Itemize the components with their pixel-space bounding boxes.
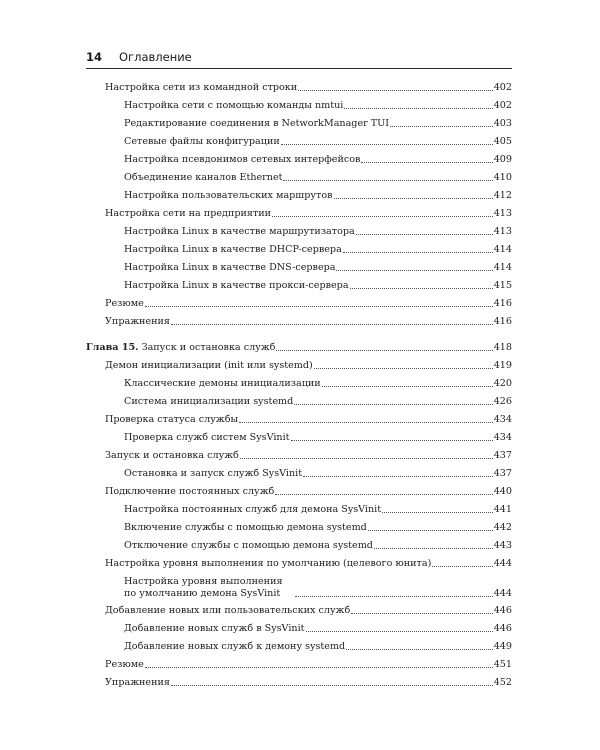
toc-entry: Объединение каналов Ethernet 410 [124, 172, 512, 183]
toc-entry: Отключение службы с помощью демона systemd 443 [124, 540, 512, 551]
toc-chapter-entry: Глава 15. Запуск и остановка служб 418 [86, 342, 512, 353]
running-title: Оглавление [119, 50, 192, 64]
toc-entry: Настройка сети с помощью команды nmtui 402 [124, 100, 512, 111]
toc-entry: Упражнения 416 [105, 316, 512, 327]
toc-entry: Демон инициализации (init или systemd) 419 [105, 360, 512, 371]
toc-entry: Настройка сети на предприятии 413 [105, 208, 512, 219]
toc-entry: Настройка Linux в качестве прокси-сервера 415 [124, 280, 512, 291]
toc-entry: Упражнения 452 [105, 677, 512, 688]
toc-entry: Резюме 416 [105, 298, 512, 309]
toc-entry: Проверка служб систем SysVinit 434 [124, 432, 512, 443]
toc-entry: Настройка Linux в качестве DHCP-сервера 414 [124, 244, 512, 255]
toc-entry: Классические демоны инициализации 420 [124, 378, 512, 389]
toc-entry: Сетевые файлы конфигурации 405 [124, 136, 512, 147]
toc-entry: Настройка пользовательских маршрутов 412 [124, 190, 512, 201]
toc-entry: Добавление новых служб в SysVinit 446 [124, 623, 512, 634]
toc-entry: Резюме 451 [105, 659, 512, 670]
toc-entry: Включение службы с помощью демона systemd 442 [124, 522, 512, 533]
header-rule [86, 68, 512, 69]
toc-entry: Настройка Linux в качестве маршрутизатора 413 [124, 226, 512, 237]
toc-entry: Настройка уровня выполнения по умолчанию демона SysVinit 444 [124, 576, 512, 599]
toc-entry: Настройка постоянных служб для демона SysVinit 441 [124, 504, 512, 515]
toc-entry: Настройка уровня выполнения по умолчанию (целевого юнита) 444 [105, 558, 512, 569]
toc-entry: Остановка и запуск служб SysVinit 437 [124, 468, 512, 479]
toc-entry: Система инициализации systemd 426 [124, 396, 512, 407]
toc-entry: Добавление новых служб к демону systemd 449 [124, 641, 512, 652]
toc-entry: Проверка статуса службы 434 [105, 414, 512, 425]
page-number: 14 [86, 50, 103, 64]
toc-entry: Запуск и остановка служб 437 [105, 450, 512, 461]
page-header [86, 50, 512, 65]
toc-entry: Подключение постоянных служб 440 [105, 486, 512, 497]
toc-entry: Настройка Linux в качестве DNS-сервера 414 [124, 262, 512, 273]
toc-entry: Добавление новых или пользовательских служб 446 [105, 605, 512, 616]
toc-entry: Настройка сети из командной строки 402 [105, 82, 512, 93]
toc-entry: Настройка псевдонимов сетевых интерфейсов 409 [124, 154, 512, 165]
chapter-label: Глава 15. [86, 342, 139, 353]
toc-entry: Редактирование соединения в NetworkManager TUI 403 [124, 118, 512, 129]
